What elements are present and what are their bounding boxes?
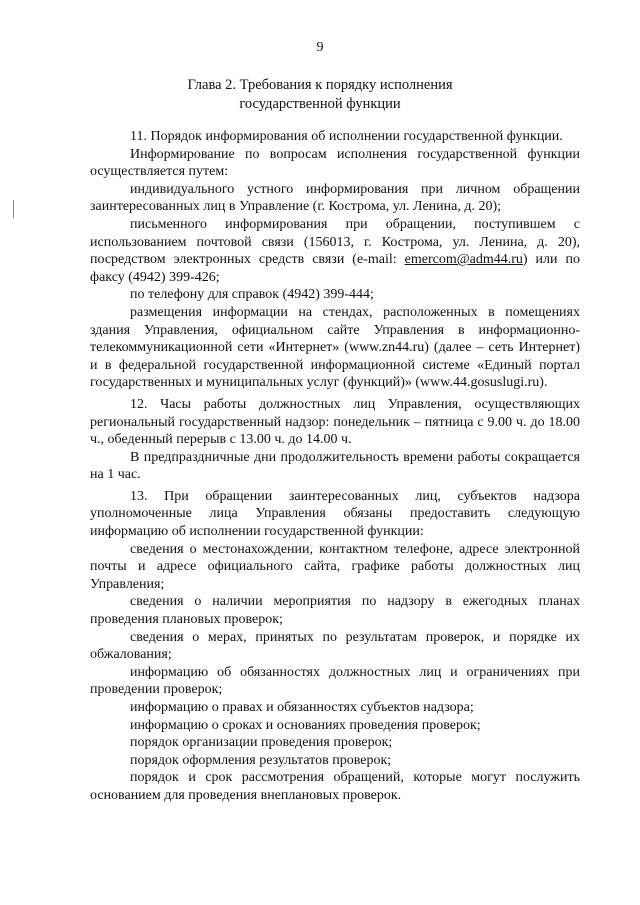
- list-item-measures-info: сведения о мерах, принятых по результатам проверок, и порядке их обжалования;: [90, 629, 580, 663]
- written-informing-text: письменного информирования при обращении, поступившем с использованием почтовой связи (156013, г. Кострома, ул. Ленина, д. 20), посредством электронных средств связи (e-mail:: [90, 216, 580, 268]
- paragraph-item-12: 12. Часы работы должностных лиц Управления, осуществляющих региональный государственный надзор: понедельник – пятница с 9.00 ч. до 18.00 ч., обеденный перерыв с 13.00 ч. до 14.00 ч.: [90, 396, 580, 448]
- email-link[interactable]: emercom@adm44.ru: [404, 252, 523, 268]
- chapter-title-line-1: Глава 2. Требования к порядку исполнения: [187, 77, 453, 93]
- paragraph-written-informing: [90, 216, 580, 286]
- chapter-title-line-2: государственной функции: [239, 96, 401, 112]
- paragraph-item-11: 11. Порядок информирования об исполнении государственной функции.: [130, 129, 563, 144]
- list-item-organization-order: порядок организации проведения проверок;: [130, 735, 393, 751]
- page-number: 9: [316, 40, 324, 55]
- paragraph-preholiday: В предпраздничные дни продолжительность времени работы сокращается на 1 час.: [90, 449, 580, 483]
- chapter-title: [0, 76, 640, 114]
- list-item-rights-info: информацию о правах и обязанностях субъектов надзора;: [130, 700, 474, 715]
- list-item-location-info: сведения о местонахождении, контактном телефоне, адресе электронной почты и адресе официального сайта, графике работы должностных лиц Управления;: [90, 541, 580, 592]
- list-item-terms-info: информацию о сроках и основаниях проведения проверок;: [130, 717, 481, 733]
- paragraph-oral-informing: индивидуального устного информирования при личном обращении заинтересованных лиц в Управление (г. Кострома, ул. Ленина, д. 20);: [90, 181, 580, 215]
- scan-artifact-line: [13, 200, 14, 218]
- document-body: [90, 128, 580, 805]
- list-item-duties-info: информацию об обязанностях должностных лиц и ограничениях при проведении проверок;: [90, 664, 580, 698]
- paragraph-stands-website: размещения информации на стендах, расположенных в помещениях здания Управления, официальном сайте Управления в информационно-телекоммуникационной сети «Интернет» (www.zn44.ru) (далее – сеть Интернет) и в федеральной государственной информационной системе «Единый портал государственных и муниципальных услуг (функций)» (www.44.gosuslugi.ru).: [90, 304, 580, 391]
- paragraph-informing-methods: Информирование по вопросам исполнения государственной функции осуществляется путем:: [90, 146, 580, 180]
- list-item-results-order: порядок оформления результатов проверок;: [130, 752, 392, 768]
- list-item-appeals-order: порядок и срок рассмотрения обращений, которые могут послужить основанием для проведения внеплановых проверок.: [90, 770, 580, 803]
- paragraph-phone: по телефону для справок (4942) 399-444;: [130, 287, 374, 303]
- paragraph-item-13: 13. При обращении заинтересованных лиц, субъектов надзора уполномоченные лица Управления обязаны предоставить следующую информацию об исполнении государственной функции:: [90, 488, 580, 540]
- list-item-plan-info: сведения о наличии мероприятия по надзору в ежегодных планах проведения плановых проверок;: [90, 594, 580, 628]
- written-informing-fax: ) или по факсу (4942) 399-426;: [90, 252, 580, 285]
